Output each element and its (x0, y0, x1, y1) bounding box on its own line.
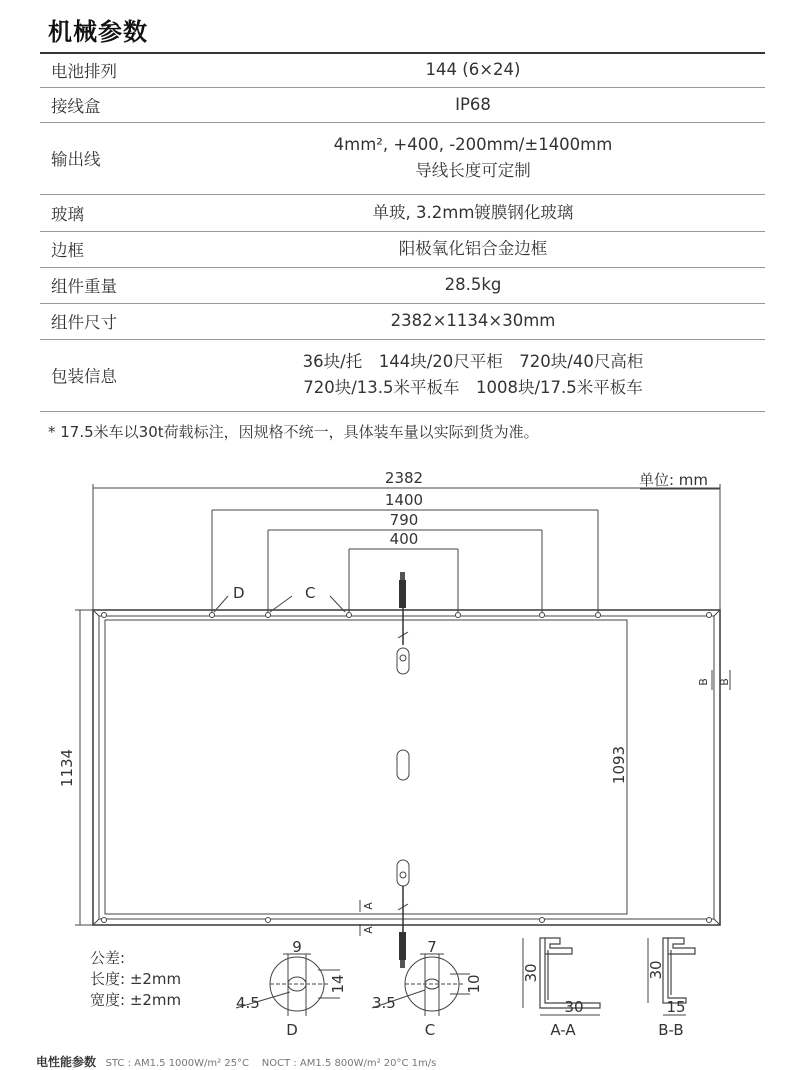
spec-value-line: 4mm², +400, -200mm/±1400mm (333, 135, 613, 154)
spec-row-weight (40, 267, 765, 303)
detail-d-name: D (286, 1021, 298, 1039)
spec-value (241, 122, 765, 194)
section-title: 机械参数 (48, 18, 148, 46)
spec-label: 组件尺寸 (40, 303, 241, 339)
spec-row-dimensions (40, 303, 765, 339)
label-d: D (233, 584, 245, 602)
spec-value: 单玻, 3.2mm镀膜钢化玻璃 (241, 194, 765, 231)
tolerance-width: 宽度: ±2mm (90, 991, 182, 1009)
dim-400: 400 (389, 530, 419, 548)
mechanical-spec-table (40, 52, 765, 412)
section-aa-width: 30 (564, 998, 584, 1016)
footer-stc: STC : AM1.5 1000W/m² 25°C (105, 1058, 250, 1069)
label-a-top: A (362, 902, 375, 910)
section-bb-name: B-B (658, 1021, 684, 1039)
dim-790: 790 (389, 511, 419, 529)
tolerance-title: 公差: (90, 949, 126, 967)
footnote: * 17.5米车以30t荷载标注，因规格不统一，具体装车量以实际到货为准。 (48, 423, 539, 441)
spec-value: 28.5kg (241, 267, 765, 303)
spec-value-line: 720块/13.5米平板车 1008块/17.5米平板车 (303, 378, 643, 397)
spec-label: 接线盒 (40, 87, 241, 122)
spec-row-packaging (40, 339, 765, 411)
spec-value (241, 339, 765, 411)
footer-section-title: 电性能参数 (36, 1055, 97, 1069)
spec-value: 2382×1134×30mm (241, 303, 765, 339)
spec-value-line: 导线长度可定制 (415, 161, 531, 180)
section-aa-name: A-A (550, 1021, 576, 1039)
label-b-right: B (718, 678, 731, 686)
spec-label: 输出线 (40, 122, 241, 194)
tolerance-length: 长度: ±2mm (90, 970, 182, 988)
junction-box-cable-bottom (398, 886, 408, 968)
section-bb-height: 30 (647, 960, 665, 980)
detail-c-width: 7 (427, 938, 437, 956)
spec-row-cell-layout (40, 53, 765, 87)
detail-c-name: C (424, 1021, 436, 1039)
spec-value: 144 (6×24) (241, 53, 765, 87)
footer-strip (36, 1053, 436, 1070)
spec-label: 组件重量 (40, 267, 241, 303)
unit-label: 单位: mm (638, 471, 708, 489)
spec-label: 包装信息 (40, 339, 241, 411)
junction-box-cable-top (398, 572, 408, 645)
detail-d-width: 9 (292, 938, 302, 956)
spec-value-line: 36块/托 144块/20尺平柜 720块/40尺高柜 (302, 352, 644, 371)
label-c: C (305, 584, 316, 602)
spec-row-output-cable (40, 122, 765, 194)
spec-label: 电池排列 (40, 53, 241, 87)
section-aa-height: 30 (522, 963, 540, 983)
detail-d-height: 14 (329, 974, 347, 994)
dim-1134: 1134 (58, 748, 76, 788)
spec-value: 阳极氧化铝合金边框 (241, 231, 765, 267)
detail-c-radius: 3.5 (372, 994, 396, 1012)
glass-area (105, 620, 627, 914)
tolerance-block (90, 948, 181, 1011)
section-bb-width: 15 (666, 998, 686, 1016)
detail-c-height: 10 (465, 974, 483, 994)
dim-1093: 1093 (610, 745, 628, 785)
spec-row-glass (40, 194, 765, 231)
dim-1400: 1400 (384, 491, 424, 509)
detail-d-radius: 4.5 (236, 994, 260, 1012)
spec-row-junction-box (40, 87, 765, 122)
dim-2382: 2382 (384, 469, 424, 487)
footer-noct: NOCT : AM1.5 800W/m² 20°C 1m/s (261, 1058, 437, 1069)
label-b-left: B (697, 678, 710, 686)
spec-label: 玻璃 (40, 194, 241, 231)
spec-value: IP68 (241, 87, 765, 122)
spec-row-frame (40, 231, 765, 267)
junction-boxes (397, 648, 409, 886)
spec-label: 边框 (40, 231, 241, 267)
label-a-bottom: A (362, 926, 375, 934)
